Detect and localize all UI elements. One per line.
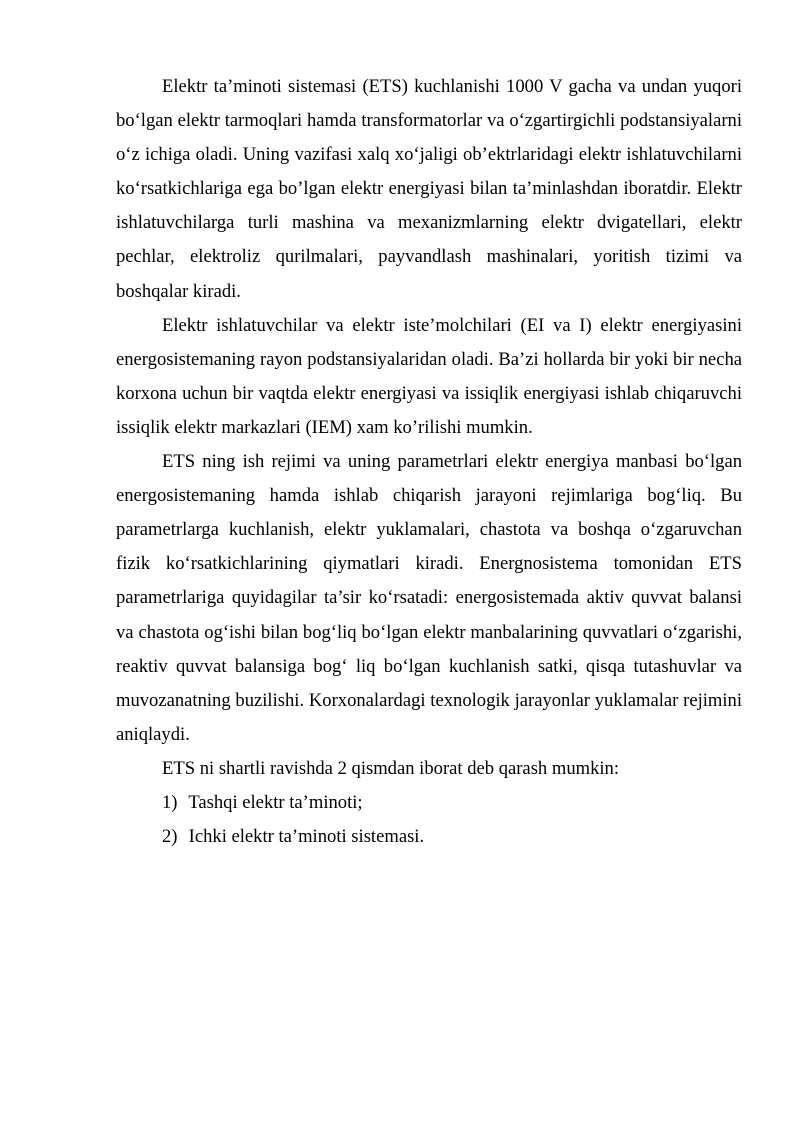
list-item-number: 1) [162,791,178,813]
paragraph-ets-definition: Elektr ta’minoti sistemasi (ETS) kuchlanishi 1000 V gacha va undan yuqori boʻlgan elektr tarmoqlari hamda transformatorlar va oʻzgartirgichli podstansiyalarni oʻz ichiga oladi. Uning vazifasi xalq xoʻjaligi ob’ektrlaridagi elektr ishlatuvchilarni koʻrsatkichlariga ega bo’lgan elektr energiyasi bilan ta’minlashdan iboratdir. Elektr ishlatuvchilarga turli mashina va mexanizmlarning elektr dvigatellari, elektr pechlar, elektroliz qurilmalari, payvandlash mashinalari, yoritish tizimi va boshqalar kiradi. [116,76,742,302]
list-item-number: 2) [162,826,178,848]
paragraph-parameters: ETS ning ish rejimi va uning parametrlari elektr energiya manbasi boʻlgan energosistemaning hamda ishlab chiqarish jarayoni rejimlariga bogʻliq. Bu parametrlarga kuchlanish, elektr yuklamalari, chastota va boshqa oʻzgaruvchan fizik koʻrsatkichlarining qiymatlari kiradi. Energnosistema tomonidan ETS parametrlariga quyidagilar ta’sir koʻrsatadi: energosistemada aktiv quvvat balansi va chastota ogʻishi bilan bogʻliq boʻlgan elektr manbalarining quvvatlari oʻzgarishi, reaktiv quvvat balansiga bogʻ liq boʻlgan kuchlanish satki, qisqa tutashuvlar va muvozanatning buzilishi. Korxonalardagi texnologik jarayonlar yuklamalar rejimini aniqlaydi. [116,451,742,745]
document-page [116,70,742,854]
list-item-text: Tashqi elektr ta’minoti; [188,791,363,813]
paragraph-parts-intro: ETS ni shartli ravishda 2 qismdan iborat deb qarash mumkin: [162,757,620,779]
paragraph-consumers: Elektr ishlatuvchilar va elektr iste’molchilari (EI va I) elektr energiyasini energosistemaning rayon podstansiyalaridan oladi. Ba’zi hollarda bir yoki bir necha korxona uchun bir vaqtda elektr energiyasi va issiqlik energiyasi ishlab chiqaruvchi issiqlik elektr markazlari (IEM) xam ko’rilishi mumkin. [116,314,742,438]
list-item-text: Ichki elektr ta’minoti sistemasi. [188,826,425,848]
list-item [116,786,742,820]
list-item [116,820,742,854]
